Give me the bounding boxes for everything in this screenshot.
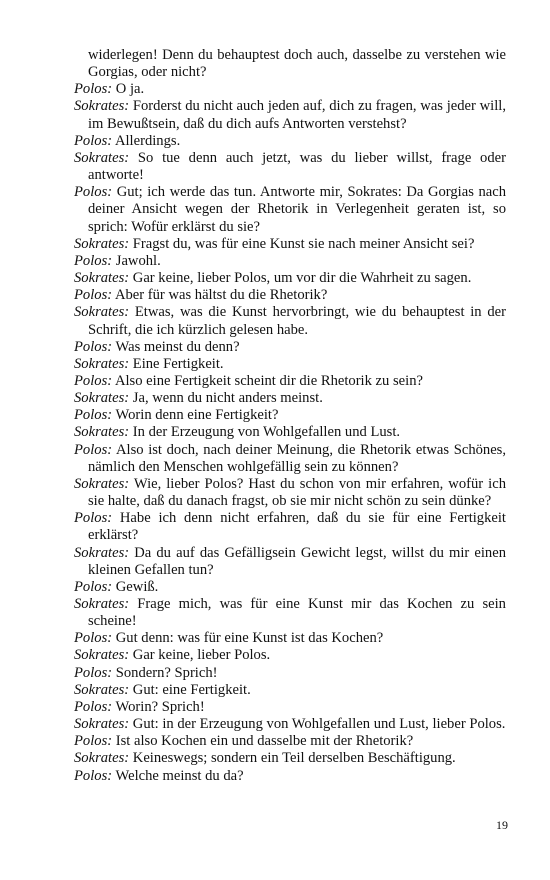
line-text: Ja, wenn du nicht anders meinst. [132, 390, 323, 407]
speaker-label: Polos: [74, 407, 113, 424]
speaker-label: Sokrates: [74, 270, 130, 287]
line-text: Keineswegs; sondern ein Teil derselben Beschäftigung. [132, 750, 456, 767]
dialogue-line [74, 150, 506, 184]
speaker-label: Sokrates: [74, 596, 130, 612]
line-text: Gewiß. [115, 578, 159, 595]
speaker-label: Polos: [74, 664, 113, 681]
line-text: Fragst du, was für eine Kunst sie nach meiner Ansicht sei? [132, 235, 475, 252]
line-text: Gar keine, lieber Polos. [132, 647, 271, 664]
speaker-label: Polos: [74, 510, 113, 527]
speaker-label: Polos: [74, 578, 113, 595]
line-text: Was meinst du denn? [115, 338, 240, 355]
speaker-label: Sokrates: [74, 390, 130, 407]
line-text: O ja. [115, 81, 145, 98]
dialogue-line [74, 356, 506, 373]
dialogue-line [74, 442, 506, 476]
dialogue-line [74, 407, 506, 424]
line-text: Wie, lieber Polos? Hast du schon von mir erfahren, wofür ich sie halte, daß du danach fragst, ob sie mir nicht schön zu sein dünke? [88, 475, 506, 510]
speaker-label: Polos: [74, 132, 113, 149]
speaker-label: Sokrates: [74, 475, 130, 492]
speaker-label: Sokrates: [74, 750, 130, 767]
dialogue-line [74, 339, 506, 356]
dialogue-line [74, 647, 506, 664]
dialogue-line [74, 424, 506, 441]
speaker-label: Polos: [74, 372, 113, 389]
speaker-label: Sokrates: [74, 647, 130, 664]
line-text: Etwas, was die Kunst hervorbringt, wie du behauptest in der Schrift, die ich kürzlich gelesen habe. [88, 304, 506, 338]
dialogue-line [74, 390, 506, 407]
dialogue-line [74, 373, 506, 390]
speaker-label: Polos: [74, 287, 113, 304]
dialogue-page [74, 47, 506, 785]
line-text: widerlegen! Denn du behauptest doch auch, dasselbe zu verstehen wie Gorgias, oder nicht? [88, 47, 506, 81]
dialogue-line [74, 682, 506, 699]
speaker-label: Polos: [74, 630, 113, 647]
speaker-label: Sokrates: [74, 424, 130, 441]
dialogue-line [74, 184, 506, 235]
dialogue-line [74, 133, 506, 150]
speaker-label: Sokrates: [74, 681, 130, 698]
dialogue-line [74, 287, 506, 304]
dialogue-line [74, 304, 506, 338]
speaker-label: Sokrates: [74, 98, 130, 115]
dialogue-line [74, 699, 506, 716]
dialogue-line [74, 476, 506, 510]
line-text: Aber für was hältst du die Rhetorik? [114, 287, 328, 304]
line-text: In der Erzeugung von Wohlgefallen und Lust. [132, 424, 401, 441]
line-text: Da du auf das Gefälligsein Gewicht legst, willst du mir einen kleinen Gefallen tun? [88, 544, 506, 578]
line-text: Welche meinst du da? [115, 767, 244, 784]
dialogue-line [74, 716, 506, 733]
dialogue-line [74, 630, 506, 647]
dialogue-line [74, 236, 506, 253]
dialogue-line [74, 545, 506, 579]
dialogue-line [74, 768, 506, 785]
line-text: Allerdings. [114, 132, 181, 149]
speaker-label: Polos: [74, 252, 113, 269]
line-text: Also eine Fertigkeit scheint dir die Rhetorik zu sein? [114, 372, 423, 389]
line-text: Forderst du nicht auch jeden auf, dich zu fragen, was jeder will, im Bewußtsein, daß du dich aufs Antworten verstehst? [88, 98, 506, 132]
line-text: Worin? Sprich! [115, 698, 205, 715]
dialogue-line [74, 510, 506, 544]
line-text: Frage mich, was für eine Kunst mir das Kochen zu sein scheine! [88, 596, 506, 630]
line-text: Gut: eine Fertigkeit. [132, 681, 251, 698]
line-text: Ist also Kochen ein und dasselbe mit der Rhetorik? [115, 733, 414, 750]
line-text: Gut denn: was für eine Kunst ist das Kochen? [115, 630, 384, 647]
speaker-label: Polos: [74, 184, 113, 201]
dialogue-line [74, 665, 506, 682]
line-text: Sondern? Sprich! [115, 664, 218, 681]
speaker-label: Sokrates: [74, 716, 130, 733]
speaker-label: Sokrates: [74, 304, 130, 321]
dialogue-line [74, 47, 506, 81]
line-text: Worin denn eine Fertigkeit? [115, 407, 279, 424]
line-text: Gut: in der Erzeugung von Wohlgefallen und Lust, lieber Polos. [132, 716, 506, 733]
line-text: So tue denn auch jetzt, was du lieber willst, frage oder antworte! [88, 149, 506, 184]
dialogue-line [74, 733, 506, 750]
speaker-label: Sokrates: [74, 149, 130, 166]
speaker-label: Sokrates: [74, 355, 130, 372]
line-text: Gut; ich werde das tun. Antworte mir, Sokrates: Da Gorgias nach deiner Ansicht wegen der Rhetorik in Verlegenheit geraten ist, so sprich: Wofür erklärst du sie? [88, 184, 506, 235]
dialogue-line [74, 81, 506, 98]
speaker-label: Polos: [74, 81, 113, 98]
speaker-label: Polos: [74, 441, 113, 458]
dialogue-line [74, 750, 506, 767]
page-number: 19 [496, 818, 508, 832]
speaker-label: Polos: [74, 733, 113, 750]
line-text: Gar keine, lieber Polos, um vor dir die Wahrheit zu sagen. [132, 270, 472, 287]
dialogue-line [74, 579, 506, 596]
dialogue-line [74, 98, 506, 132]
speaker-label: Sokrates: [74, 235, 130, 252]
line-text: Eine Fertigkeit. [132, 355, 224, 372]
dialogue-line [74, 270, 506, 287]
speaker-label: Polos: [74, 698, 113, 715]
line-text: Jawohl. [115, 252, 161, 269]
dialogue-line [74, 253, 506, 270]
speaker-label: Polos: [74, 338, 113, 355]
dialogue-line [74, 596, 506, 630]
line-text: Also ist doch, nach deiner Meinung, die Rhetorik etwas Schönes, nämlich den Menschen wohlgefällig sein zu können? [88, 441, 507, 475]
speaker-label: Polos: [74, 767, 113, 784]
speaker-label: Sokrates: [74, 544, 130, 561]
line-text: Habe ich denn nicht erfahren, daß du sie für eine Fertigkeit erklärst? [88, 510, 506, 544]
